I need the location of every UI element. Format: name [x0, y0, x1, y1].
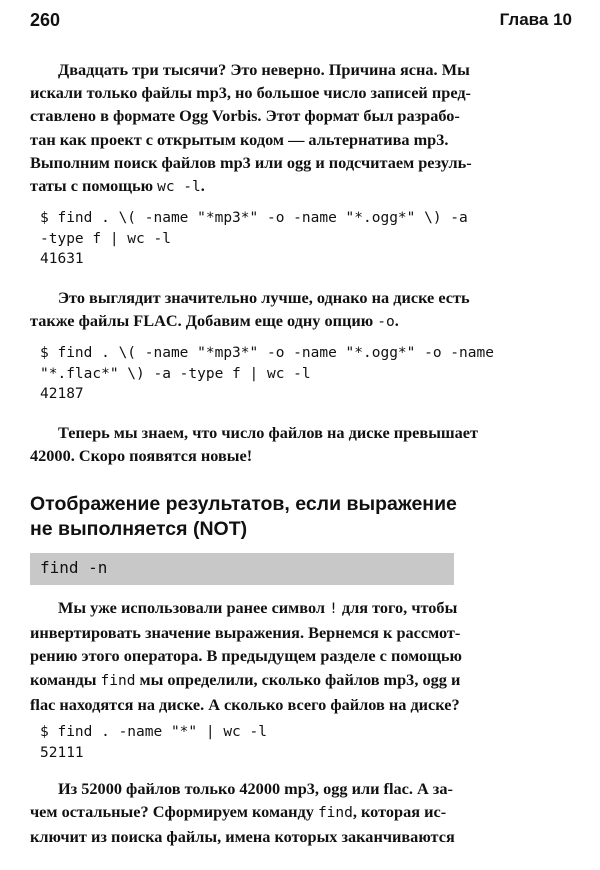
text-run: .	[394, 311, 399, 331]
code-output: 41631	[40, 251, 84, 267]
page-header	[30, 10, 572, 34]
code-block-1	[40, 208, 468, 270]
section-heading	[30, 492, 575, 542]
text-run: мы определили, сколько файлов mp3, ogg и	[135, 669, 461, 689]
inline-code: !	[329, 601, 338, 617]
inline-code: -o	[377, 314, 395, 331]
chapter-label: Глава 10	[499, 10, 572, 29]
inline-code: wc -l	[157, 179, 201, 196]
paragraph-5	[30, 777, 575, 849]
code-block-2	[40, 343, 494, 405]
code-line: -type f | wc -l	[40, 230, 171, 247]
paragraph-3-line: Теперь мы знаем, что число файлов на диске превышает	[58, 423, 479, 442]
code-line: $ find . \( -name "*mp3*" -o -name "*.ogg*" \) -a	[40, 210, 468, 226]
code-block-3	[40, 722, 267, 763]
page-number: 260	[30, 10, 61, 30]
text-run: , которая ис-	[352, 802, 447, 822]
paragraph-4	[30, 596, 575, 716]
paragraph-4-line	[30, 596, 575, 621]
paragraph-1-line: Выполним поиск файлов mp3 или ogg и подсчитаем резуль-	[30, 152, 472, 172]
paragraph-2	[30, 286, 575, 334]
paragraph-1-line: ставлено в формате Ogg Vorbis. Этот формат был разрабо-	[30, 106, 460, 126]
paragraph-5-line	[30, 800, 575, 825]
paragraph-3	[30, 421, 575, 467]
syntax-box	[30, 553, 454, 585]
paragraph-2-line	[30, 309, 575, 334]
code-output: 52111	[40, 744, 84, 761]
paragraph-4-line	[30, 668, 575, 693]
inline-code: find	[100, 672, 136, 689]
code-line: "*.flac*" \) -a -type f | wc -l	[40, 365, 311, 382]
inline-code: find	[317, 805, 353, 822]
syntax-text: find -n	[40, 558, 108, 577]
section-heading-line: Отображение результатов, если выражение	[30, 493, 457, 515]
paragraph-4-line: рению этого оператора. В предыдущем разделе с помощью	[30, 646, 462, 666]
paragraph-2-line: Это выглядит значительно лучше, однако на диске есть	[58, 288, 470, 307]
text-run: Мы уже использовали ранее символ	[58, 598, 330, 617]
text-run: таты с помощью	[30, 176, 158, 196]
paragraph-1-line	[30, 174, 575, 199]
paragraph-4-line: инвертировать значение выражения. Вернемся к рассмот-	[30, 623, 461, 643]
text-run: чем остальные? Сформируем команду	[30, 802, 318, 822]
paragraph-5-line: Из 52000 файлов только 42000 mp3, ogg или flac. А за-	[58, 779, 453, 798]
paragraph-1-line: тан как проект с открытым кодом — альтернатива mp3.	[30, 129, 449, 149]
text-run: также файлы FLAC. Добавим еще одну опцию	[30, 311, 378, 331]
section-heading-line: не выполняется (NOT)	[30, 518, 248, 540]
text-run: команды	[30, 669, 101, 689]
code-line: $ find . -name "*" | wc -l	[40, 724, 267, 740]
paragraph-1-line: искали только файлы mp3, но большое число записей пред-	[30, 83, 471, 103]
code-output: 42187	[40, 386, 84, 402]
code-line: $ find . \( -name "*mp3*" -o -name "*.ogg*" -o -name	[40, 345, 494, 361]
paragraph-4-line: flac находятся на диске. А сколько всего файлов на диске?	[30, 694, 460, 714]
text-run: .	[200, 176, 205, 196]
paragraph-3-line: 42000. Скоро появятся новые!	[30, 446, 253, 466]
paragraph-1	[30, 58, 575, 199]
paragraph-1-line: Двадцать три тысячи? Это неверно. Причина ясна. Мы	[58, 60, 470, 79]
paragraph-5-line: ключит из поиска файлы, имена которых заканчиваются	[30, 827, 455, 847]
text-run: для того, чтобы	[337, 598, 458, 617]
